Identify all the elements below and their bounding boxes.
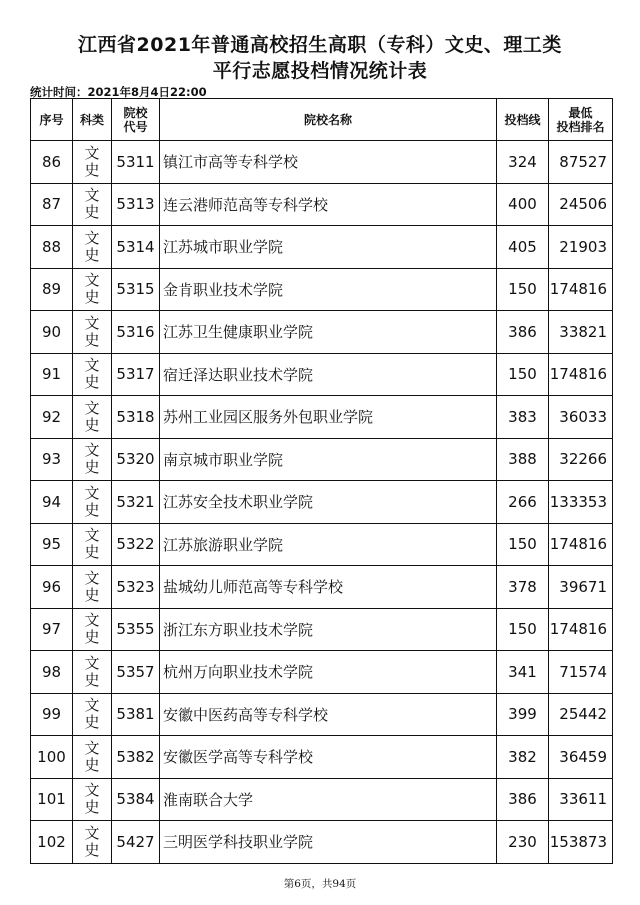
cell-seq: 102 [31,821,73,864]
cell-code: 5384 [112,778,160,821]
cell-line: 150 [497,523,549,566]
cell-code: 5320 [112,438,160,481]
header-code: 院校 代号 [112,99,160,141]
cell-seq: 87 [31,183,73,226]
cell-school-name: 盐城幼儿师范高等专科学校 [160,566,497,609]
cell-code: 5313 [112,183,160,226]
cell-line: 383 [497,396,549,439]
category-text: 文史 [84,228,100,264]
table-row [31,481,613,524]
table-row [31,778,613,821]
cell-rank: 174816 [549,608,613,651]
table-row [31,353,613,396]
table-row [31,566,613,609]
cell-line: 382 [497,736,549,779]
cell-school-name: 宿迁泽达职业技术学院 [160,353,497,396]
cell-code: 5314 [112,226,160,269]
cell-rank: 87527 [549,141,613,184]
cell-school-name: 安徽医学高等专科学校 [160,736,497,779]
category-text: 文史 [84,696,100,732]
cell-category [73,523,112,566]
cell-rank: 24506 [549,183,613,226]
cell-school-name: 江苏城市职业学院 [160,226,497,269]
cell-line: 150 [497,608,549,651]
cell-seq: 90 [31,311,73,354]
header-rank: 最低 投档排名 [549,99,613,141]
cell-category [73,778,112,821]
category-text: 文史 [84,526,100,562]
category-text: 文史 [84,653,100,689]
cell-code: 5321 [112,481,160,524]
header-line: 投档线 [497,99,549,141]
cell-code: 5318 [112,396,160,439]
category-text: 文史 [84,313,100,349]
cell-school-name: 连云港师范高等专科学校 [160,183,497,226]
table-body [31,141,613,864]
cell-line: 341 [497,651,549,694]
cell-rank: 174816 [549,268,613,311]
cell-rank: 21903 [549,226,613,269]
cell-seq: 93 [31,438,73,481]
category-text: 文史 [84,823,100,859]
page-title: 江西省2021年普通高校招生高职（专科）文史、理工类 [78,34,562,56]
table-row [31,736,613,779]
cell-seq: 95 [31,523,73,566]
cell-line: 405 [497,226,549,269]
cell-category [73,651,112,694]
cell-category [73,821,112,864]
cell-category [73,693,112,736]
cell-line: 150 [497,353,549,396]
table-row [31,523,613,566]
cell-category [73,736,112,779]
cell-school-name: 安徽中医药高等专科学校 [160,693,497,736]
cell-school-name: 杭州万向职业技术学院 [160,651,497,694]
cell-line: 388 [497,438,549,481]
cell-line: 400 [497,183,549,226]
cell-rank: 133353 [549,481,613,524]
cell-seq: 92 [31,396,73,439]
table-row [31,651,613,694]
cell-line: 386 [497,778,549,821]
cell-rank: 174816 [549,523,613,566]
cell-code: 5315 [112,268,160,311]
table-row [31,608,613,651]
cell-school-name: 淮南联合大学 [160,778,497,821]
header-school-name: 院校名称 [160,99,497,141]
cell-school-name: 南京城市职业学院 [160,438,497,481]
cell-school-name: 镇江市高等专科学校 [160,141,497,184]
cell-category [73,608,112,651]
cell-rank: 39671 [549,566,613,609]
cell-school-name: 江苏旅游职业学院 [160,523,497,566]
cell-code: 5355 [112,608,160,651]
cell-category [73,226,112,269]
cell-line: 399 [497,693,549,736]
cell-code: 5316 [112,311,160,354]
table-row [31,141,613,184]
cell-line: 150 [497,268,549,311]
category-text: 文史 [84,356,100,392]
cell-line: 266 [497,481,549,524]
cell-rank: 174816 [549,353,613,396]
cell-rank: 25442 [549,693,613,736]
category-text: 文史 [84,483,100,519]
cell-seq: 98 [31,651,73,694]
cell-school-name: 苏州工业园区服务外包职业学院 [160,396,497,439]
cell-rank: 36459 [549,736,613,779]
cell-code: 5381 [112,693,160,736]
header-seq: 序号 [31,99,73,141]
category-text: 文史 [84,441,100,477]
cell-line: 386 [497,311,549,354]
cell-seq: 96 [31,566,73,609]
cell-seq: 94 [31,481,73,524]
table-row [31,693,613,736]
cell-rank: 33821 [549,311,613,354]
table-row [31,311,613,354]
cell-category [73,566,112,609]
table-row [31,226,613,269]
category-text: 文史 [84,781,100,817]
cell-rank: 153873 [549,821,613,864]
cell-school-name: 江苏安全技术职业学院 [160,481,497,524]
cell-line: 230 [497,821,549,864]
cell-rank: 32266 [549,438,613,481]
cell-line: 324 [497,141,549,184]
table-row [31,183,613,226]
category-text: 文史 [84,271,100,307]
table-row [31,438,613,481]
cell-seq: 86 [31,141,73,184]
cell-school-name: 浙江东方职业技术学院 [160,608,497,651]
cell-code: 5382 [112,736,160,779]
cell-school-name: 金肯职业技术学院 [160,268,497,311]
table-row [31,821,613,864]
cell-school-name: 三明医学科技职业学院 [160,821,497,864]
cell-category [73,183,112,226]
cell-code: 5427 [112,821,160,864]
table-row [31,268,613,311]
cell-seq: 97 [31,608,73,651]
cell-seq: 88 [31,226,73,269]
admission-table-container [30,98,612,864]
category-text: 文史 [84,186,100,222]
category-text: 文史 [84,398,100,434]
cell-seq: 89 [31,268,73,311]
cell-rank: 71574 [549,651,613,694]
cell-rank: 36033 [549,396,613,439]
category-text: 文史 [84,611,100,647]
page-footer: 第6页，共94页 [283,878,357,890]
cell-category [73,268,112,311]
cell-code: 5322 [112,523,160,566]
stat-time: 统计时间：2021年8月4日22:00 [30,85,207,99]
cell-category [73,396,112,439]
cell-line: 378 [497,566,549,609]
cell-seq: 100 [31,736,73,779]
cell-category [73,481,112,524]
cell-seq: 91 [31,353,73,396]
cell-code: 5357 [112,651,160,694]
table-row [31,396,613,439]
header-category: 科类 [73,99,112,141]
cell-code: 5317 [112,353,160,396]
page-subtitle: 平行志愿投档情况统计表 [212,60,428,82]
category-text: 文史 [84,738,100,774]
cell-rank: 33611 [549,778,613,821]
cell-seq: 99 [31,693,73,736]
cell-code: 5323 [112,566,160,609]
cell-category [73,311,112,354]
category-text: 文史 [84,143,100,179]
cell-seq: 101 [31,778,73,821]
admission-table [30,98,613,864]
category-text: 文史 [84,568,100,604]
cell-category [73,438,112,481]
cell-category [73,353,112,396]
cell-category [73,141,112,184]
cell-school-name: 江苏卫生健康职业学院 [160,311,497,354]
table-header-row [31,99,613,141]
cell-code: 5311 [112,141,160,184]
